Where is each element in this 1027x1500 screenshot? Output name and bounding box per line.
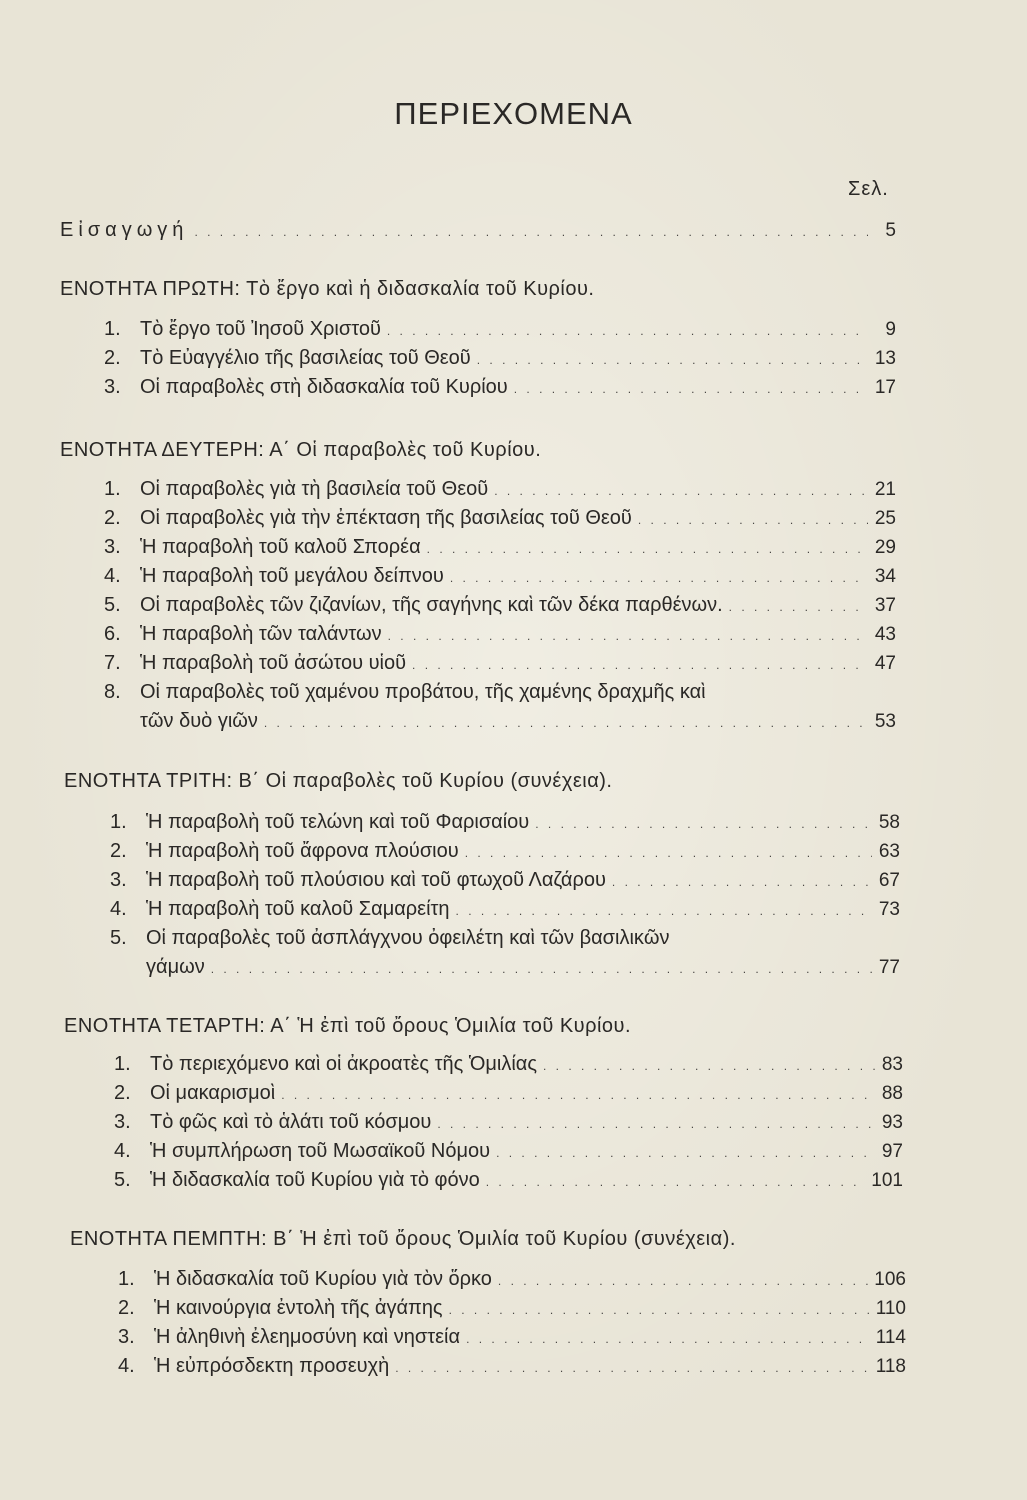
entry-number: 3. — [104, 376, 121, 398]
leader-dots — [449, 1303, 870, 1317]
entry-number: 6. — [104, 623, 121, 645]
entry-title: Ἡ παραβολὴ τῶν ταλάντων — [140, 623, 382, 645]
leader-dots — [427, 542, 868, 556]
leader-dots — [543, 1059, 875, 1073]
page-title: ΠΕΡΙΕΧΟΜΕΝΑ — [394, 96, 633, 131]
toc-entry[interactable] — [118, 1355, 906, 1378]
toc-entry[interactable] — [104, 347, 896, 370]
entry-number: 2. — [118, 1297, 135, 1319]
toc-entry[interactable] — [104, 507, 896, 530]
entry-number: 2. — [104, 347, 121, 369]
leader-dots — [638, 513, 868, 527]
entry-page: 83 — [881, 1054, 903, 1075]
entry-title: Ἡ παραβολὴ τοῦ ἄφρονα πλούσιου — [146, 840, 459, 862]
toc-entry[interactable] — [118, 1326, 906, 1349]
leader-dots — [412, 658, 868, 672]
leader-dots — [387, 324, 868, 338]
leader-dots — [535, 817, 872, 831]
leader-dots — [612, 875, 872, 889]
leader-dots — [264, 716, 868, 730]
entry-page: 101 — [871, 1170, 903, 1191]
entry-page: 21 — [874, 479, 896, 500]
toc-entry[interactable] — [104, 652, 896, 675]
entry-title: Τὸ περιεχόμενο καὶ οἱ ἀκροατὲς τῆς Ὁμιλίας — [150, 1053, 537, 1075]
entry-page: 34 — [874, 566, 896, 587]
intro-entry[interactable] — [60, 219, 896, 242]
entry-page: 110 — [875, 1298, 906, 1319]
leader-dots — [395, 1361, 870, 1375]
entry-page: 29 — [874, 537, 896, 558]
toc-entry[interactable] — [110, 811, 900, 834]
page-column-header: Σελ. — [848, 178, 889, 200]
entry-number: 3. — [110, 869, 127, 891]
toc-entry[interactable] — [104, 681, 896, 704]
entry-number: 1. — [114, 1053, 131, 1075]
entry-number: 3. — [104, 536, 121, 558]
section-heading: ΕΝΟΤΗΤΑ ΔΕΥΤΕΡΗ: Α΄ Οἱ παραβολὲς τοῦ Κυρίου. — [60, 439, 542, 461]
leader-dots — [281, 1088, 875, 1102]
entry-title: Ἡ διδασκαλία τοῦ Κυρίου γιὰ τὸ φόνο — [150, 1169, 480, 1191]
toc-entry[interactable] — [104, 478, 896, 501]
entry-page: 53 — [874, 711, 896, 732]
leader-dots — [498, 1274, 868, 1288]
leader-dots — [388, 629, 868, 643]
leader-dots — [456, 904, 872, 918]
entry-page: 97 — [881, 1141, 903, 1162]
entry-number: 3. — [118, 1326, 135, 1348]
section-heading: ΕΝΟΤΗΤΑ ΤΕΤΑΡΤΗ: Α΄ Ἡ ἐπὶ τοῦ ὄρους Ὁμιλία τοῦ Κυρίου. — [64, 1015, 632, 1037]
toc-entry[interactable] — [104, 623, 896, 646]
intro-page: 5 — [885, 220, 896, 241]
toc-entry[interactable] — [104, 318, 896, 341]
entry-title: Ἡ διδασκαλία τοῦ Κυρίου γιὰ τὸν ὅρκο — [154, 1268, 492, 1290]
toc-entry[interactable] — [104, 594, 896, 617]
entry-page: 93 — [881, 1112, 903, 1133]
entry-page: 17 — [874, 377, 896, 398]
entry-number: 5. — [110, 927, 127, 949]
entry-title: Τὸ ἔργο τοῦ Ἰησοῦ Χριστοῦ — [140, 318, 381, 340]
entry-page: 114 — [875, 1327, 906, 1348]
entry-title: Οἱ παραβολὲς γιὰ τὴ βασιλεία τοῦ Θεοῦ — [140, 478, 489, 500]
entry-title: Ἡ παραβολὴ τοῦ ἀσώτου υἱοῦ — [140, 652, 407, 674]
entry-title-continuation: τῶν δυὸ γιῶν — [140, 710, 258, 732]
toc-entry[interactable] — [110, 840, 900, 863]
leader-dots — [194, 225, 868, 239]
entry-number: 1. — [104, 318, 121, 340]
entry-title: Οἱ παραβολὲς γιὰ τὴν ἐπέκταση τῆς βασιλείας τοῦ Θεοῦ — [140, 507, 632, 529]
entry-number: 4. — [118, 1355, 135, 1377]
entry-title: Ἡ συμπλήρωση τοῦ Μωσαϊκοῦ Νόμου — [150, 1140, 491, 1162]
entry-title: Οἱ παραβολὲς τοῦ ἀσπλάγχνου ὀφειλέτη καὶ τῶν βασιλικῶν — [146, 927, 670, 949]
entry-number: 3. — [114, 1111, 131, 1133]
leader-dots — [514, 382, 868, 396]
leader-dots — [211, 962, 872, 976]
entry-title: Ἡ παραβολὴ τοῦ μεγάλου δείπνου — [140, 565, 444, 587]
toc-entry[interactable] — [114, 1140, 903, 1163]
entry-page: 43 — [874, 624, 896, 645]
entry-number: 1. — [118, 1268, 135, 1290]
entry-title: Ἡ παραβολὴ τοῦ τελώνη καὶ τοῦ Φαρισαίου — [146, 811, 530, 833]
leader-dots — [437, 1117, 875, 1131]
entry-page: 88 — [881, 1083, 903, 1104]
entry-title: Ἡ παραβολὴ τοῦ καλοῦ Σαμαρείτη — [146, 898, 450, 920]
section-heading: ΕΝΟΤΗΤΑ ΤΡΙΤΗ: Β΄ Οἱ παραβολὲς τοῦ Κυρίου (συνέχεια). — [64, 770, 613, 792]
entry-number: 2. — [114, 1082, 131, 1104]
leader-dots — [494, 484, 868, 498]
toc-entry[interactable] — [118, 1268, 906, 1291]
toc-entry[interactable] — [110, 927, 900, 950]
entry-number: 7. — [104, 652, 121, 674]
entry-page: 63 — [878, 841, 900, 862]
entry-number: 1. — [110, 811, 127, 833]
entry-number: 5. — [114, 1169, 131, 1191]
entry-title: Ἡ παραβολὴ τοῦ πλούσιου καὶ τοῦ φτωχοῦ Λαζάρου — [146, 869, 606, 891]
leader-dots — [466, 1332, 870, 1346]
leader-dots — [465, 846, 872, 860]
section-heading: ΕΝΟΤΗΤΑ ΠΕΜΠΤΗ: Β΄ Ἡ ἐπὶ τοῦ ὄρους Ὁμιλία τοῦ Κυρίου (συνέχεια). — [70, 1228, 736, 1250]
entry-title: Ἡ καινούργια ἐντολὴ τῆς ἀγάπης — [154, 1297, 443, 1319]
entry-number: 4. — [104, 565, 121, 587]
toc-entry[interactable] — [114, 1053, 903, 1076]
leader-dots — [496, 1146, 875, 1160]
toc-entry[interactable] — [104, 536, 896, 559]
entry-number: 5. — [104, 594, 121, 616]
entry-title: Ἡ ἀληθινὴ ἐλεημοσύνη καὶ νηστεία — [154, 1326, 461, 1348]
entry-page: 58 — [878, 812, 900, 833]
entry-title: Οἱ μακαρισμοὶ — [150, 1082, 276, 1104]
leader-dots — [477, 353, 868, 367]
entry-number: 1. — [104, 478, 121, 500]
toc-entry[interactable] — [114, 1169, 903, 1192]
entry-page: 47 — [874, 653, 896, 674]
entry-page: 13 — [874, 348, 896, 369]
entry-number: 2. — [110, 840, 127, 862]
toc-entry[interactable] — [114, 1082, 903, 1105]
leader-dots — [729, 600, 868, 614]
entry-page: 77 — [878, 957, 900, 978]
entry-title: Ἡ εὐπρόσδεκτη προσευχὴ — [154, 1355, 390, 1377]
leader-dots — [450, 571, 868, 585]
entry-number: 2. — [104, 507, 121, 529]
toc-entry[interactable] — [114, 1111, 903, 1134]
entry-title: Τὸ Εὐαγγέλιο τῆς βασιλείας τοῦ Θεοῦ — [140, 347, 471, 369]
toc-entry[interactable] — [104, 376, 896, 399]
entry-title-continuation: γάμων — [146, 956, 205, 978]
entry-page: 118 — [875, 1356, 906, 1377]
entry-number: 4. — [110, 898, 127, 920]
entry-title: Οἱ παραβολὲς τῶν ζιζανίων, τῆς σαγήνης καὶ τῶν δέκα παρθένων. — [140, 594, 723, 616]
entry-page: 106 — [874, 1269, 906, 1290]
toc-entry-continuation[interactable] — [140, 710, 896, 733]
leader-dots — [486, 1175, 866, 1189]
entry-title: Τὸ φῶς καὶ τὸ ἁλάτι τοῦ κόσμου — [150, 1111, 432, 1133]
toc-entry[interactable] — [118, 1297, 906, 1320]
intro-label: Εἰσαγωγή — [60, 219, 189, 241]
entry-page: 37 — [874, 595, 896, 616]
toc-entry[interactable] — [104, 565, 896, 588]
entry-page: 9 — [885, 319, 896, 340]
entry-number: 4. — [114, 1140, 131, 1162]
entry-page: 73 — [878, 899, 900, 920]
entry-number: 8. — [104, 681, 121, 703]
toc-entry[interactable] — [110, 898, 900, 921]
entry-title: Ἡ παραβολὴ τοῦ καλοῦ Σπορέα — [140, 536, 421, 558]
entry-title: Οἱ παραβολὲς τοῦ χαμένου προβάτου, τῆς χαμένης δραχμῆς καὶ — [140, 681, 706, 703]
section-heading: ΕΝΟΤΗΤΑ ΠΡΩΤΗ: Τὸ ἔργο καὶ ἡ διδασκαλία τοῦ Κυρίου. — [60, 278, 595, 300]
toc-entry[interactable] — [110, 869, 900, 892]
toc-entry-continuation[interactable] — [146, 956, 900, 979]
entry-page: 67 — [878, 870, 900, 891]
entry-page: 25 — [874, 508, 896, 529]
entry-title: Οἱ παραβολὲς στὴ διδασκαλία τοῦ Κυρίου — [140, 376, 508, 398]
